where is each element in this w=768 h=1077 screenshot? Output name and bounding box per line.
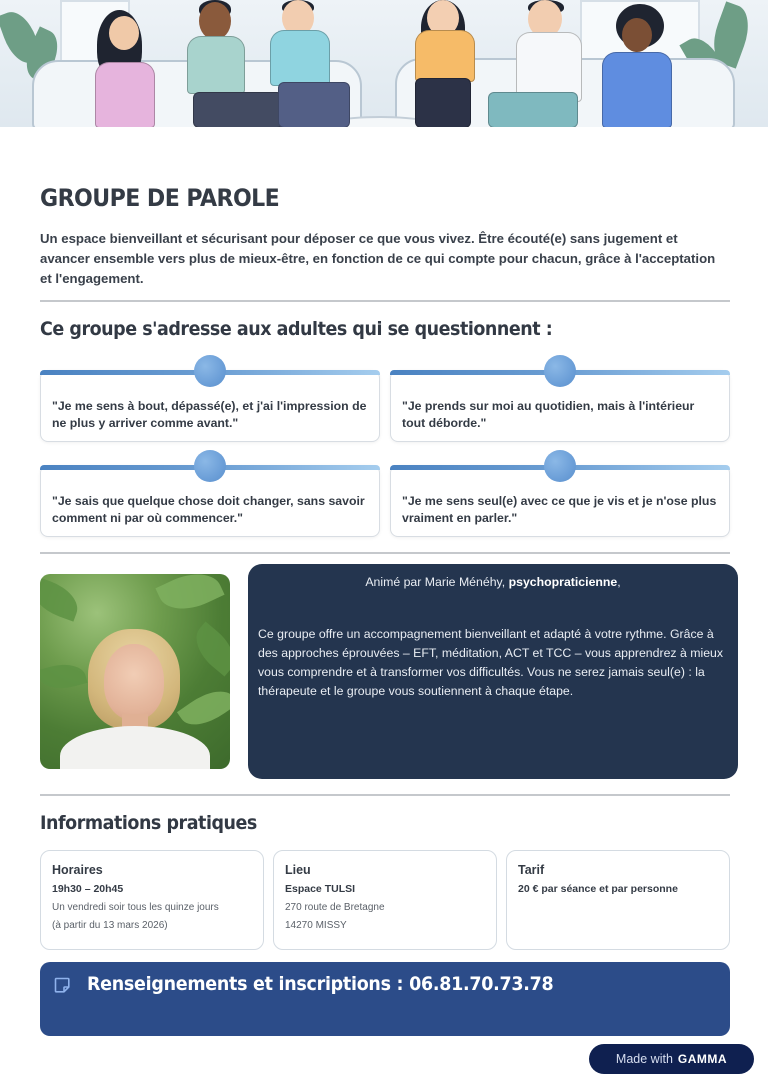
card-title: Lieu bbox=[285, 863, 311, 877]
card-line: 270 route de Bretagne bbox=[285, 902, 385, 913]
quote-card bbox=[40, 370, 380, 442]
info-card-horaires bbox=[40, 850, 264, 950]
gamma-logo: GAMMA bbox=[677, 1052, 728, 1066]
card-title: Tarif bbox=[518, 863, 545, 877]
bio-description: Ce groupe offre un accompagnement bienveillant et adapté à votre rythme. Grâce à des approches éprouvées – EFT, méditation, ACT et TCC – vous apprendrez à mieux vous comprendre et à transformer vos difficultés. Vous ne serez jamais seul(e) : la thérapeute et le groupe vous soutiennent à chaque étape. bbox=[258, 627, 724, 698]
quote-card bbox=[390, 465, 730, 537]
section-divider bbox=[40, 552, 730, 554]
audience-heading: Ce groupe s'adresse aux adultes qui se questionnent : bbox=[40, 318, 553, 340]
circle-icon bbox=[194, 450, 226, 482]
quote-text: "Je sais que quelque chose doit changer, sans savoir comment ni par où commencer." bbox=[52, 494, 365, 525]
card-highlight: Espace TULSI bbox=[285, 883, 356, 895]
card-highlight: 20 € par séance et par personne bbox=[518, 883, 678, 895]
badge-prefix: Made with bbox=[615, 1052, 673, 1066]
card-line: (à partir du 13 mars 2026) bbox=[52, 920, 168, 931]
circle-icon bbox=[544, 355, 576, 387]
circle-icon bbox=[544, 450, 576, 482]
intro-text: Un espace bienveillant et sécurisant pour déposer ce que vous vivez. Être écouté(e) sans jugement et avancer ensemble vers plus de mieux-être, en fonction de ce qui compte pour chacun, grâce à l'acceptation et l'engagement. bbox=[40, 231, 716, 286]
facilitator-role: psychopraticienne bbox=[508, 575, 618, 589]
quote-card bbox=[40, 465, 380, 537]
quote-text: "Je me sens à bout, dépassé(e), et j'ai l'impression de ne plus y arriver comme avant." bbox=[52, 399, 367, 430]
facilitator-bio bbox=[248, 564, 738, 779]
card-highlight: 19h30 – 20h45 bbox=[52, 883, 124, 895]
contact-callout bbox=[40, 962, 730, 1036]
circle-icon bbox=[194, 355, 226, 387]
section-divider bbox=[40, 794, 730, 796]
facilitator-photo bbox=[40, 574, 230, 769]
quote-text: "Je me sens seul(e) avec ce que je vis et je n'ose plus vraiment en parler." bbox=[402, 494, 717, 525]
quote-card bbox=[390, 370, 730, 442]
card-line: Un vendredi soir tous les quinze jours bbox=[52, 902, 219, 913]
practical-heading: Informations pratiques bbox=[40, 812, 257, 834]
facilitator-suffix: , bbox=[617, 575, 621, 589]
facilitator-line bbox=[248, 575, 738, 589]
card-line: 14270 MISSY bbox=[285, 920, 347, 931]
card-title: Horaires bbox=[52, 863, 103, 877]
info-card-lieu bbox=[273, 850, 497, 950]
white-top bbox=[60, 726, 210, 769]
section-divider bbox=[40, 300, 730, 302]
made-with-gamma-badge[interactable] bbox=[589, 1044, 754, 1074]
note-icon bbox=[53, 976, 71, 994]
banner-illustration bbox=[0, 0, 768, 127]
page-title: GROUPE DE PAROLE bbox=[40, 184, 280, 212]
facilitator-name: Animé par Marie Ménéhy, bbox=[365, 575, 509, 589]
contact-text: Renseignements et inscriptions : 06.81.70.73.78 bbox=[87, 973, 554, 995]
info-card-tarif bbox=[506, 850, 730, 950]
face bbox=[104, 644, 164, 720]
quote-text: "Je prends sur moi au quotidien, mais à l'intérieur tout déborde." bbox=[402, 399, 695, 430]
